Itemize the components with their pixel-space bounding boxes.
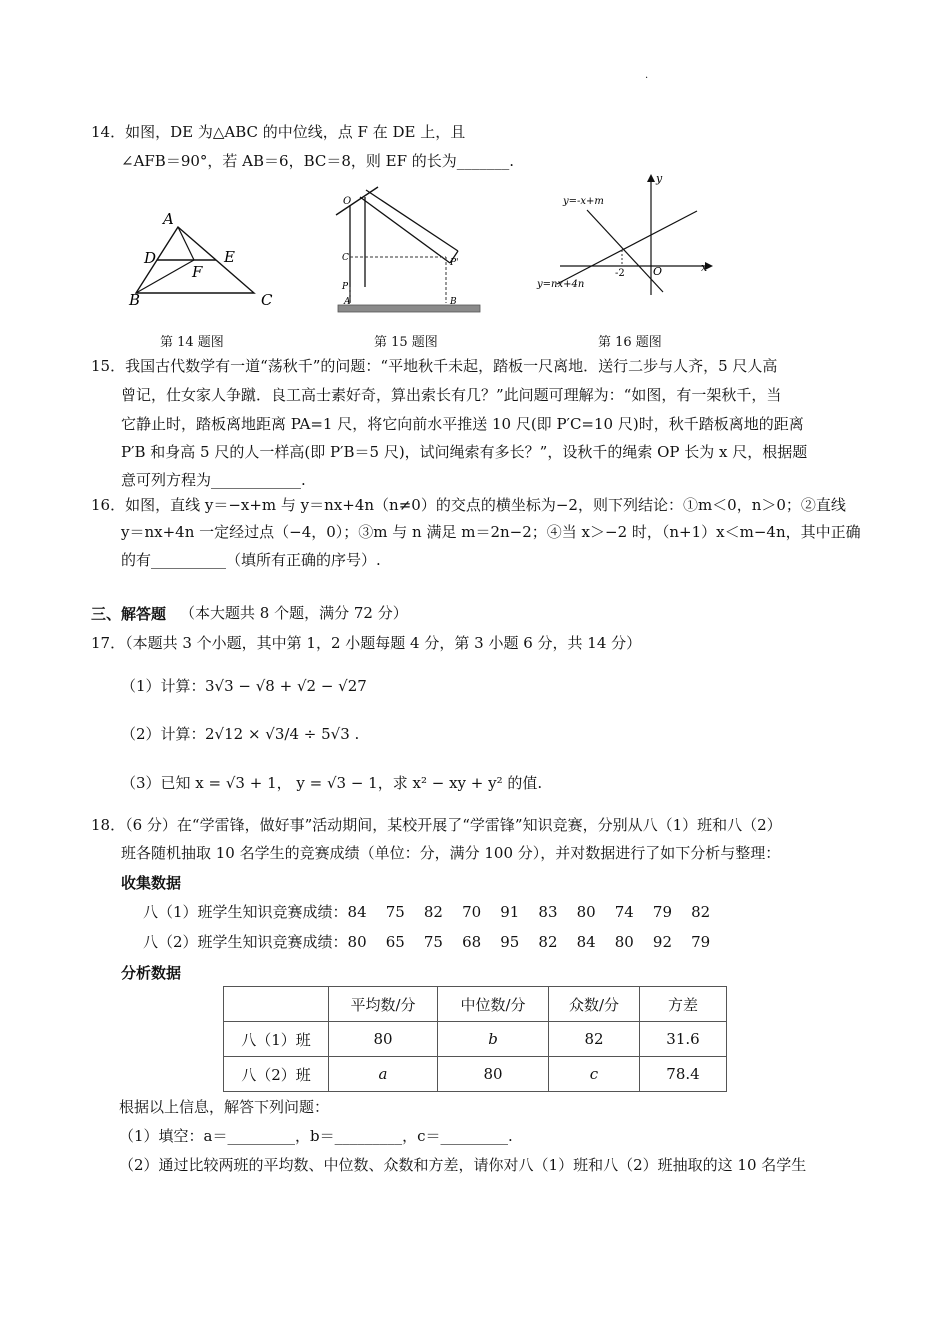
- q18-line1: 18．（6 分）在“学雷锋，做好事”活动期间，某校开展了“学雷锋”知识竞赛，分别从八（1）班和八（2）: [91, 816, 782, 834]
- table-header-cell: 中位数/分: [438, 987, 549, 1022]
- table-header-cell: 平均数/分: [329, 987, 438, 1022]
- q17-part2-prefix: （2）计算：: [121, 725, 206, 743]
- label-O: O: [343, 196, 352, 207]
- table-cell: 82: [549, 1022, 640, 1057]
- q17-part3: （3）已知 x = √3 + 1， y = √3 − 1，求 x² − xy + y² 的值.: [121, 774, 543, 792]
- q17-intro: 17．（本题共 3 个小题，其中第 1，2 小题每题 4 分，第 3 小题 6 分，共 14 分）: [91, 634, 642, 652]
- score: 80: [576, 903, 596, 921]
- label-A: A: [344, 297, 351, 307]
- figure-14-caption: 第 14 题图: [160, 335, 224, 350]
- score: 82: [691, 903, 711, 921]
- label-neg2: -2: [615, 268, 625, 279]
- score: 65: [385, 933, 405, 951]
- label-C: C: [261, 291, 273, 309]
- q15-line1: 15．我国古代数学有一道“荡秋千”的问题：“平地秋千未起，踏板一尺离地．送行二步与人齐，5 尺人高: [91, 357, 778, 375]
- figure-15-swing: [330, 185, 490, 320]
- table-cell: 31.6: [640, 1022, 727, 1057]
- figure-15-caption: 第 15 题图: [374, 335, 438, 350]
- table-cell: 78.4: [640, 1057, 727, 1092]
- figure-14-triangle: [118, 205, 288, 315]
- label-line2: y=nx+4n: [537, 279, 585, 290]
- q18-part1-fill: （1）填空：a＝_________，b＝_________，c＝_________.: [119, 1127, 513, 1145]
- q15-line2: 曾记，仕女家人争蹴．良工高士素好奇，算出索长有几？”此问题可理解为：“如图，有一架秋千，当: [121, 386, 782, 404]
- class2-scores-row: [143, 932, 710, 952]
- label-y: y: [656, 172, 663, 185]
- score: 92: [652, 933, 673, 951]
- class1-scores-row: [143, 902, 710, 922]
- table-row: [224, 1022, 727, 1057]
- label-x: x: [701, 261, 708, 274]
- table-header-cell: 方差: [640, 987, 727, 1022]
- q15-line4: P′B 和身高 5 尺的人一样高(即 P′B＝5 尺)，试问绳索有多长？”，设秋千的绳索 OP 长为 x 尺，根据题: [121, 443, 808, 461]
- q16-line3: 的有__________（填所有正确的序号）.: [121, 551, 381, 569]
- score: 95: [500, 933, 520, 951]
- table-cell: 八（1）班: [224, 1022, 329, 1057]
- score: 79: [652, 903, 673, 921]
- analyze-data-title: 分析数据: [121, 964, 182, 982]
- table-cell: 80: [329, 1022, 438, 1057]
- score: 83: [538, 903, 558, 921]
- page-mark: .: [645, 70, 649, 81]
- q17-part1-prefix: （1）计算：: [121, 677, 206, 695]
- q18-after: 根据以上信息，解答下列问题：: [119, 1098, 330, 1116]
- label-C: C: [342, 253, 349, 263]
- section-title: 三、解答题: [91, 605, 167, 623]
- table-header-row: [224, 987, 727, 1022]
- label-A: A: [163, 210, 174, 228]
- q15-line3: 它静止时，踏板离地距离 PA=1 尺，将它向前水平推送 10 尺(即 P′C=10 尺)时，秋千踏板离地的距离: [121, 415, 804, 433]
- q18-part2-compare: （2）通过比较两班的平均数、中位数、众数和方差，请你对八（1）班和八（2）班抽取的这 10 名学生: [119, 1156, 807, 1174]
- section-note: （本大题共 8 个题，满分 72 分）: [180, 604, 408, 622]
- class1-label: 八（1）班学生知识竞赛成绩：: [143, 903, 348, 921]
- table-cell: 八（2）班: [224, 1057, 329, 1092]
- table-header-cell: 众数/分: [549, 987, 640, 1022]
- figure-16-graph: [535, 170, 725, 300]
- score: 80: [614, 933, 634, 951]
- q16-line1: 16．如图，直线 y＝−x+m 与 y＝nx+4n（n≠0）的交点的横坐标为−2，则下列结论：①m＜0，n＞0；②直线: [91, 496, 846, 514]
- table-cell: c: [549, 1057, 640, 1092]
- table-cell: a: [329, 1057, 438, 1092]
- score: 91: [500, 903, 520, 921]
- label-F: F: [192, 263, 203, 281]
- score: 70: [462, 903, 482, 921]
- q17-part2-expression: 2√12 × √3/4 ÷ 5√3 .: [205, 725, 360, 743]
- label-D: D: [144, 249, 157, 267]
- label-E: E: [224, 248, 235, 266]
- score: 82: [538, 933, 558, 951]
- score: 79: [691, 933, 711, 951]
- score: 84: [347, 903, 367, 921]
- table-header-cell: [224, 987, 329, 1022]
- collect-data-title: 收集数据: [121, 874, 182, 892]
- table-row: [224, 1057, 727, 1092]
- score: 80: [347, 933, 367, 951]
- score: 75: [385, 903, 405, 921]
- q16-line2: y＝nx+4n 一定经过点（−4，0）；③m 与 n 满足 m＝2n−2；④当 x＞−2 时，（n+1）x＜m−4n，其中正确: [121, 523, 861, 541]
- label-P: P: [342, 282, 349, 292]
- class2-label: 八（2）班学生知识竞赛成绩：: [143, 933, 348, 951]
- score: 84: [576, 933, 596, 951]
- label-origin: O: [653, 265, 663, 278]
- q14-line1: 14．如图，DE 为△ABC 的中位线，点 F 在 DE 上，且: [91, 123, 466, 141]
- q18-line2: 班各随机抽取 10 名学生的竞赛成绩（单位：分，满分 100 分），并对数据进行了如下分析与整理：: [121, 844, 781, 862]
- table-cell: 80: [438, 1057, 549, 1092]
- label-line1: y=-x+m: [563, 196, 604, 207]
- q14-line2: ∠AFB＝90°，若 AB＝6，BC＝8，则 EF 的长为_______.: [121, 152, 515, 170]
- label-B: B: [450, 297, 457, 307]
- q15-line5: 意可列方程为____________.: [121, 471, 306, 489]
- q17-part1-expression: 3√3 − √8 + √2 − √27: [205, 677, 367, 695]
- score: 74: [614, 903, 634, 921]
- score: 75: [423, 933, 443, 951]
- label-Pprime: P': [450, 258, 459, 268]
- figure-16-caption: 第 16 题图: [598, 335, 662, 350]
- stats-table: [223, 986, 727, 1092]
- score: 82: [423, 903, 443, 921]
- score: 68: [462, 933, 482, 951]
- label-B: B: [129, 291, 141, 309]
- table-cell: b: [438, 1022, 549, 1057]
